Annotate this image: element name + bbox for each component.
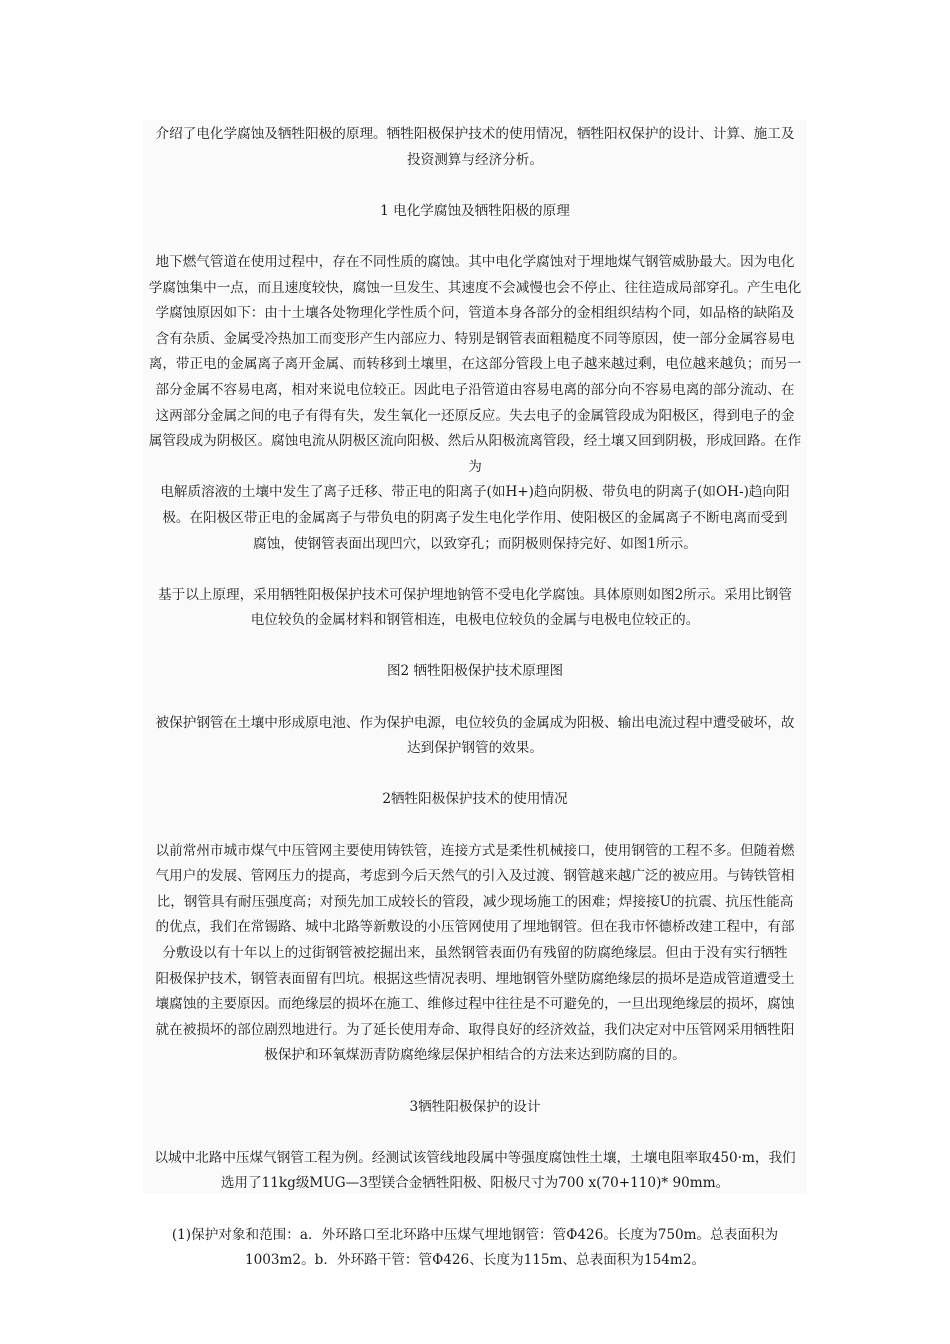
text-line: 极保护和环氧煤沥青防腐绝缘层保护相结合的方法来达到防腐的目的。: [264, 1047, 686, 1064]
text-line: 部分金属不容易电离，相对来说电位较正。因此电子沿管道由容易电离的部分向不容易电离的部分流动、在: [155, 381, 795, 398]
text-line: 壤腐蚀的主要原因。而绝缘层的损坏在施工、维修过程中往往是不可避免的，一旦出现绝缘层的损坏，腐蚀: [155, 996, 795, 1013]
text-line: 分敷设以有十年以上的过街钢管被挖掘出来，虽然钢管表面仍有残留的防腐绝缘层。但由于没有实行牺牲: [162, 945, 788, 961]
text-line: 极。在阳极区带正电的金属离子与带负电的阴离子发生电化学作用、使阳极区的金属离子不断电离而受到: [162, 509, 788, 526]
text-line: 学腐蚀原因如下：由十土壤各处物理化学性质个问，管道本身各部分的金相组织结构个同，如品格的缺陷及: [155, 305, 795, 322]
text-line: 就在被损坏的部位剧烈地进行。为了延长使用寿命、取得良好的经济效益，我们决定对中压管网采用牺牲阳: [155, 1021, 795, 1038]
text-line: 腐蚀，使钢管表面出现凹穴，以致穿孔；而阴极则保持完好、如图1所示。: [253, 535, 697, 552]
text-line: 以前常州市城市煤气中压管网主要使用铸铁管，连接方式是柔性机械接口，使用钢管的工程不多。但随着燃: [155, 842, 795, 859]
text-line: 地下燃气管道在使用过程中，存在不同性质的腐蚀。其中电化学腐蚀对于埋地煤气钢管威胁最大。因为电化: [155, 253, 795, 270]
intro-paragraph: [143, 122, 807, 173]
text-line: 气用户的发展、管网压力的提高，考虑到今后天然气的引入及过渡、钢管越来越广泛的被应用。与铸铁管相: [155, 868, 795, 885]
text-line: 比，钢管具有耐压强度高；对预先加工成较长的管段，减少现场施工的困难；焊接接U的抗震、抗压性能高: [156, 893, 794, 910]
text-line: 含有杂质、金属受冷热加工而变形产生内部应力、特别是钢管表面粗糙度不同等原因，使一部分金属容易电: [155, 330, 795, 347]
text-line: 电位较负的金属材料和钢管相连，电极电位较负的金属与电极电位较正的。: [250, 612, 700, 629]
text-line: 基于以上原理，采用牺牲阳极保护技术可保护埋地钠管不受电化学腐蚀。具体原则如图2所示。采用比钢管: [158, 586, 792, 603]
section-2-paragraph: [143, 839, 807, 1069]
text-line: 阳极保护技术，钢管表面留有凹坑。根据这些情况表明、埋地钢管外壁防腐绝缘层的损坏是造成管道遭受土: [155, 970, 795, 987]
text-line: 离，带正电的金属离子离开金属、而转移到土壤里，在这部分管段上电子越来越过剩，电位越来越负；而另一: [148, 356, 802, 373]
section-heading-1: 1 电化学腐蚀及牺牲阳极的原理: [380, 202, 570, 219]
section-3-paragraph: [143, 1146, 807, 1197]
text-line: (1)保护对象和范围：a．外环路口至北环路中压煤气埋地钢管：管Φ426。长度为750m。总表面积为: [171, 1226, 779, 1243]
text-line: 1003m2。b．外环路干管：管Φ426、长度为115m、总表面积为154m2。: [244, 1252, 706, 1269]
text-line: 的优点，我们在常锡路、城中北路等新敷设的小压管网使用了埋地钢管。但在我市怀德桥改建工程中，有部: [155, 919, 795, 936]
section-heading-3: 3牺牲阳极保护的设计: [409, 1098, 541, 1115]
document-body: [143, 120, 807, 1269]
section-1-paragraph: [143, 250, 807, 557]
text-line: 选用了11kg级MUG—3型镁合金牺牲阳极、阳极尺寸为700 x(70+110)* 90mm。: [220, 1175, 730, 1192]
text-line: 学腐蚀集中一点，而且速度较快，腐蚀一旦发生、其速度不会减慢也会不停止、往往造成局部穿孔。产生电化: [148, 279, 802, 296]
text-line: 电解质溶液的土壤中发生了离子迁移、带正电的阳离子(如H+)趋向阴极、带负电的阴离子(如OH-)趋向阳: [160, 484, 790, 501]
protection-scope-paragraph: [143, 1223, 807, 1274]
principle-paragraph: [143, 583, 807, 634]
text-line: 这两部分金属之间的电子有得有失，发生氧化一还原反应。失去电子的金属管段成为阳极区，得到电子的金: [155, 407, 795, 424]
text-line: 被保护钢管在土壤中形成原电池、作为保护电源，电位较负的金属成为阳极、输出电流过程中遭受破坏，故: [155, 714, 795, 731]
text-line: 投资测算与经济分析。: [407, 151, 543, 168]
text-line: 以城中北路中压煤气钢管工程为例。经测试该管线地段属中等强度腐蚀性土壤，土壤电阻率取450·m，我们: [154, 1149, 796, 1166]
section-heading-2: 2牺牲阳极保护技术的使用情况: [382, 791, 568, 808]
figure-caption: 图2 牺牲阳极保护技术原理图: [386, 663, 564, 680]
figure-explanation-paragraph: [143, 711, 807, 762]
text-line: 介绍了电化学腐蚀及牺牲阳极的原理。牺牲阳极保护技术的使用情况，牺牲阳权保护的设计、计算、施工及: [155, 126, 795, 142]
text-line: 属管段成为阴极区。腐蚀电流从阴极区流向阳极、然后从阳极流离管段，经土壤又回到阴极，形成回路。在作为: [148, 433, 802, 475]
text-line: 达到保护钢管的效果。: [407, 740, 543, 757]
